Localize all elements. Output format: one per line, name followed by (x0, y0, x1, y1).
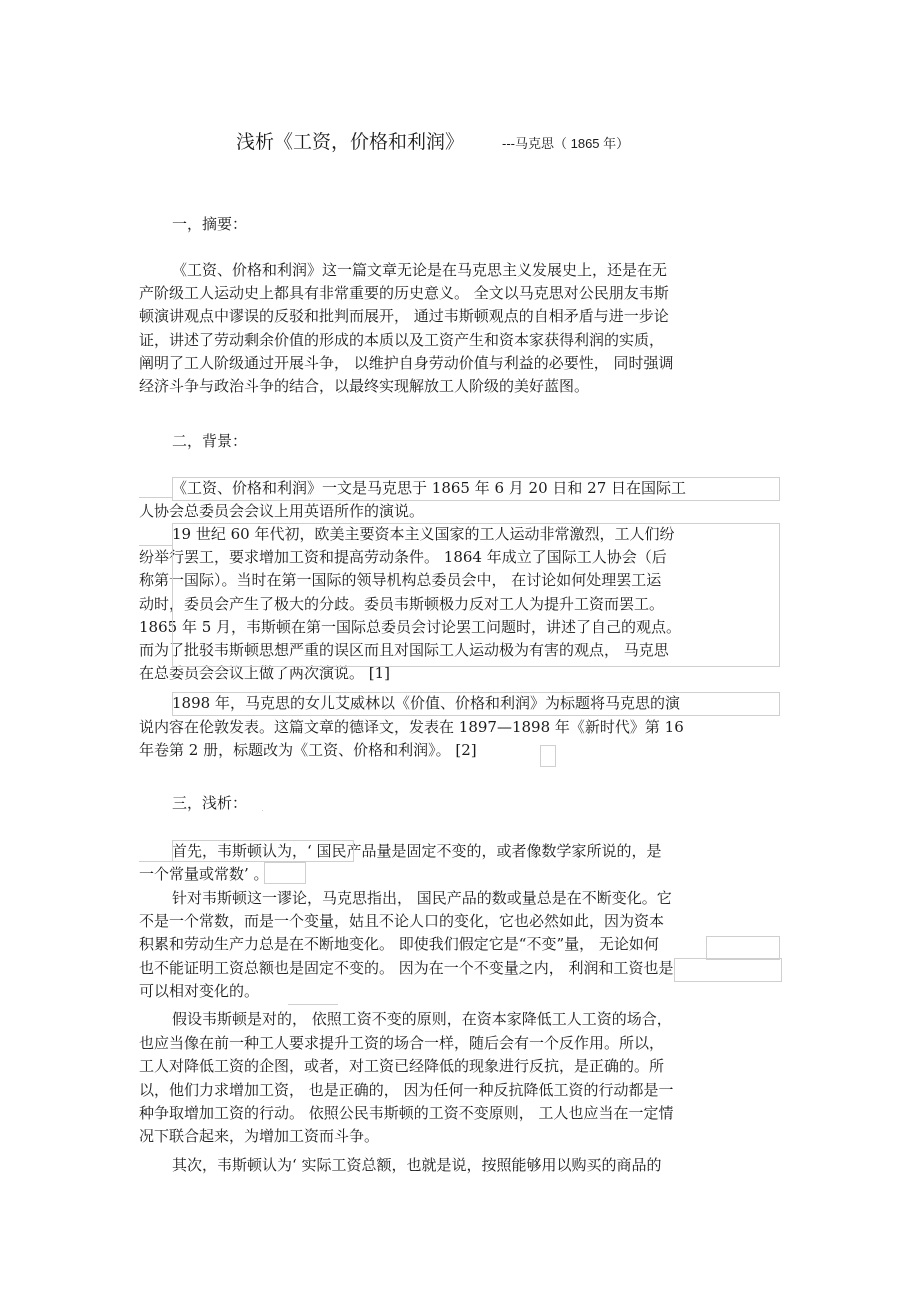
background-line: 动时，委员会产生了极大的分歧。委员韦斯顿极力反对工人为提升工资而罢工。 (139, 594, 665, 613)
analysis-line: 可以相对变化的。 (139, 981, 260, 1000)
analysis-line: 也应当像在前一种工人要求提升工资的场合一样，随后会有一个反作用。所以， (139, 1034, 665, 1052)
background-heading: 二，背景： (172, 432, 248, 450)
scan-rule (288, 1004, 338, 1005)
background-line: 人协会总委员会会议上用英语所作的演说。 (139, 502, 425, 520)
abstract-line: 《工资、价格和利润》这一篇文章无论是在马克思主义发展史上，还是在无 (172, 261, 668, 279)
background-line: 说内容在伦敦发表。这篇文章的德译文，发表在 1897—1898 年《新时代》第 16 (139, 718, 684, 736)
abstract-line: 阐明了工人阶级通过开展斗争， 以维护自身劳动价值与利益的必要性， 同时强调 (139, 353, 674, 372)
analysis-line: 其次，韦斯顿认为‘ 实际工资总额，也就是说，按照能够用以购买的商品的 (172, 1156, 662, 1174)
background-line: 称第一国际）。当时在第一国际的领导机构总委员会中， 在讨论如何处理罢工运 (139, 571, 662, 590)
background-line: 在总委员会会议上做了两次演说。 [1] (139, 664, 391, 683)
background-paragraph-1 (172, 477, 782, 500)
analysis-line: 积累和劳动生产力总是在不断地变化。 即使我们假定它是“不变”量， 无论如何 (139, 935, 659, 954)
analysis-line: 也不能证明工资总额也是固定不变的。 因为在一个不变量之内， 利润和工资也是 (139, 958, 674, 977)
document-title (236, 127, 629, 154)
analysis-line: 不是一个常数，而是一个变量，姑且不论人口的变化，它也必然如此，因为资本 (139, 912, 665, 930)
background-line: 《工资、价格和利润》一文是马克思于 1865 年 6 月 20 日和 27 日在国际工 (172, 479, 687, 497)
analysis-paragraph-3 (172, 1008, 782, 1031)
analysis-line: 况下联合起来，为增加工资而斗争。 (139, 1127, 380, 1146)
analysis-paragraph-1-cont (139, 863, 779, 886)
analysis-line: 种争取增加工资的行动。 依照公民韦斯顿的工资不变原则， 工人也应当在一定情 (139, 1103, 674, 1122)
abstract-line: 顿演讲观点中谬误的反驳和批判而展开， 通过韦斯顿观点的自相矛盾与进一步论 (139, 307, 669, 326)
abstract-line: 证，讲述了劳动剩余价值的形成的本质以及工资产生和资本家获得利润的实质， (139, 330, 665, 349)
background-paragraph-3 (172, 692, 782, 715)
analysis-line: 一个常量或常数’ 。 (139, 865, 269, 883)
background-line: 19 世纪 60 年代初，欧美主要资本主义国家的工人运动非常激烈，工人们纷 (172, 525, 675, 543)
background-line: 而为了批驳韦斯顿思想严重的误区而且对国际工人运动极为有害的观点， 马克思 (139, 641, 669, 660)
analysis-paragraph-2 (172, 887, 782, 910)
scan-rule (262, 810, 263, 811)
background-paragraph-2 (172, 523, 782, 546)
analysis-line: 针对韦斯顿这一谬论，马克思指出， 国民产品的数或量总是在不断变化。它 (172, 889, 672, 907)
background-line: 1865 年 5 月，韦斯顿在第一国际总委员会讨论罢工问题时，讲述了自己的观点。 (139, 617, 682, 636)
title-subtitle: ---马克思（ 1865 年） (502, 136, 630, 151)
background-line: 年卷第 2 册，标题改为《工资、价格和利润》。 [2] (139, 741, 477, 760)
analysis-line: 首先，韦斯顿认为，‘ 国民产品量是固定不变的，或者像数学家所说的，是 (172, 842, 662, 860)
background-paragraph-1-cont (139, 500, 779, 523)
abstract-paragraph (172, 259, 782, 282)
scan-rule (139, 861, 172, 862)
scan-rule (139, 497, 172, 498)
analysis-heading: 三，浅析： (172, 794, 248, 812)
analysis-line: 假设韦斯顿是对的， 依照工资不变的原则，在资本家降低工人工资的场合， (172, 1010, 672, 1028)
background-paragraph-3-cont (139, 716, 779, 763)
background-line: 纷举行罢工，要求增加工资和提高劳动条件。 1864 年成立了国际工人协会（后 (139, 548, 667, 566)
analysis-line: 以，他们力求增加工资， 也是正确的， 因为任何一种反抗降低工资的行动都是一 (139, 1080, 674, 1099)
abstract-paragraph-cont (139, 282, 779, 398)
analysis-line: 工人对降低工资的企图，或者，对工资已经降低的现象进行反抗，是正确的。所 (139, 1057, 665, 1076)
analysis-paragraph-4 (172, 1154, 782, 1177)
analysis-paragraph-3-cont (139, 1032, 779, 1148)
title-main: 浅析《工资，价格和利润》 (236, 131, 465, 153)
analysis-paragraph-1 (172, 840, 782, 863)
background-paragraph-2-cont (139, 546, 779, 686)
background-line: 1898 年，马克思的女儿艾威林以《价值、价格和利润》为标题将马克思的演 (172, 694, 680, 712)
abstract-line: 经济斗争与政治斗争的结合，以最终实现解放工人阶级的美好蓝图。 (139, 377, 590, 396)
abstract-heading: 一，摘要： (172, 215, 248, 233)
analysis-paragraph-2-cont (139, 910, 779, 1003)
abstract-line: 产阶级工人运动史上都具有非常重要的历史意义。 全文以马克思对公民朋友韦斯 (139, 284, 669, 302)
